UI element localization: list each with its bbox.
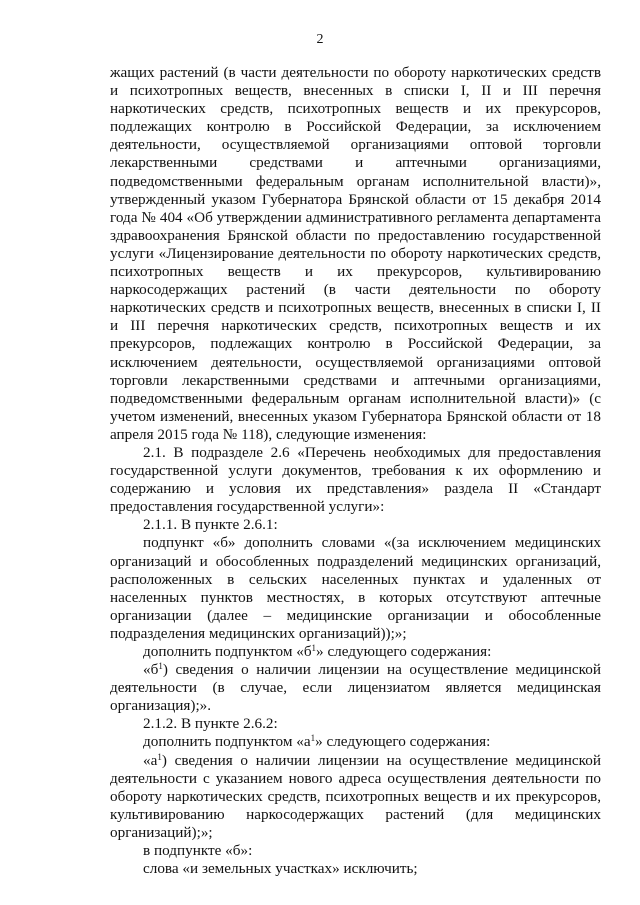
paragraph-text: ) сведения о наличии лицензии на осуществление медицинской деятельности (в случае, если лицензиатом является медицинская организация);».: [110, 661, 601, 715]
paragraph-text: » следующего содержания:: [316, 643, 492, 660]
paragraph-text: подпункт «б» дополнить словами «(за исключением медицинских организаций и обособленных подразделений медицинских организаций, расположенных в сельских населенных пунктах и удаленных от населенных пунктов местностях, в которых отсутствуют аптечные организации (далее – медицинские организации и обособленные подразделения медицинских организаций));»;: [110, 534, 601, 642]
page-number: 2: [316, 32, 324, 47]
paragraph-text: 2.1. В подразделе 2.6 «Перечень необходимых для предоставления государственной услуги документов, требования к их оформлению и содержанию и условия их представления» раздела II «Стандарт предоставления государственной услуги»:: [110, 443, 601, 516]
paragraph-para-b1-text: [110, 661, 601, 715]
paragraph-para-2-1: [110, 444, 601, 516]
paragraph-text: слова «и земельных участках» исключить;: [143, 860, 418, 878]
paragraph-text: «б: [143, 661, 159, 679]
paragraph-para-exclude: [110, 860, 601, 878]
superscript: 1: [157, 751, 162, 762]
superscript: 1: [310, 733, 316, 744]
paragraph-text: ) сведения о наличии лицензии на осуществление медицинской деятельности с указанием нового адреса осуществления деятельности по обороту наркотических средств, психотропных веществ и их прекурсоров, культивированию наркосодержащих растений (для медицинских организаций);»;: [110, 751, 601, 841]
paragraph-text: 2.1.2. В пункте 2.6.2:: [143, 715, 278, 733]
paragraph-para-continuation: [110, 64, 601, 444]
paragraph-text: 2.1.1. В пункте 2.6.1:: [143, 516, 278, 534]
paragraph-text: » следующего содержания:: [315, 733, 491, 751]
paragraph-para-subitem-b: [110, 534, 601, 643]
document-body: [110, 64, 601, 878]
superscript: 1: [311, 643, 317, 653]
paragraph-text: в подпункте «б»:: [143, 842, 253, 860]
superscript: 1: [158, 661, 163, 672]
paragraph-para-in-subitem-b: [110, 842, 601, 860]
paragraph-para-2-1-1: [110, 516, 601, 534]
paragraph-text: жащих растений (в части деятельности по обороту наркотических средств и психотропных веществ, внесенных в списки I, II и III перечня наркотических средств, психотропных веществ и их прекурсоров, подлежащих контролю в Российской Федерации, за исключением деятельности, осуществляемой организациями оптовой торговли лекарственными средствами и аптечными организациями, подведомственными федеральным органам исполнительной власти)», утвержденный указом Губернатора Брянской области от 15 декабря 2014 года № 404 «Об утверждении административного регламента департамента здравоохранения Брянской области по предоставлению государственной услуги «Лицензирование деятельности по обороту наркотических средств, психотропных веществ и их прекурсоров, культивированию наркосодержащих растений (в части деятельности по обороту наркотических средств и психотропных веществ, внесенных в списки I, II и III перечня наркотических средств, психотропных веществ и их прекурсоров, подлежащих контролю в Российской Федерации, за исключением деятельности, осуществляемой организациями оптовой торговли лекарственными средствами и аптечными организациями, подведомственными федеральным органам исполнительной власти)» (с учетом изменений, внесенных указом Губернатора Брянской области от 18 апреля 2015 года № 118), следующие изменения:: [110, 64, 601, 443]
paragraph-para-add-a1: [110, 733, 601, 751]
paragraph-text: дополнить подпунктом «б: [143, 643, 312, 660]
paragraph-text: дополнить подпунктом «а: [143, 733, 311, 751]
paragraph-para-a1-text: [110, 752, 601, 842]
paragraph-text: «а: [143, 751, 158, 769]
paragraph-para-add-b1: [110, 643, 601, 661]
paragraph-para-2-1-2: [110, 715, 601, 733]
